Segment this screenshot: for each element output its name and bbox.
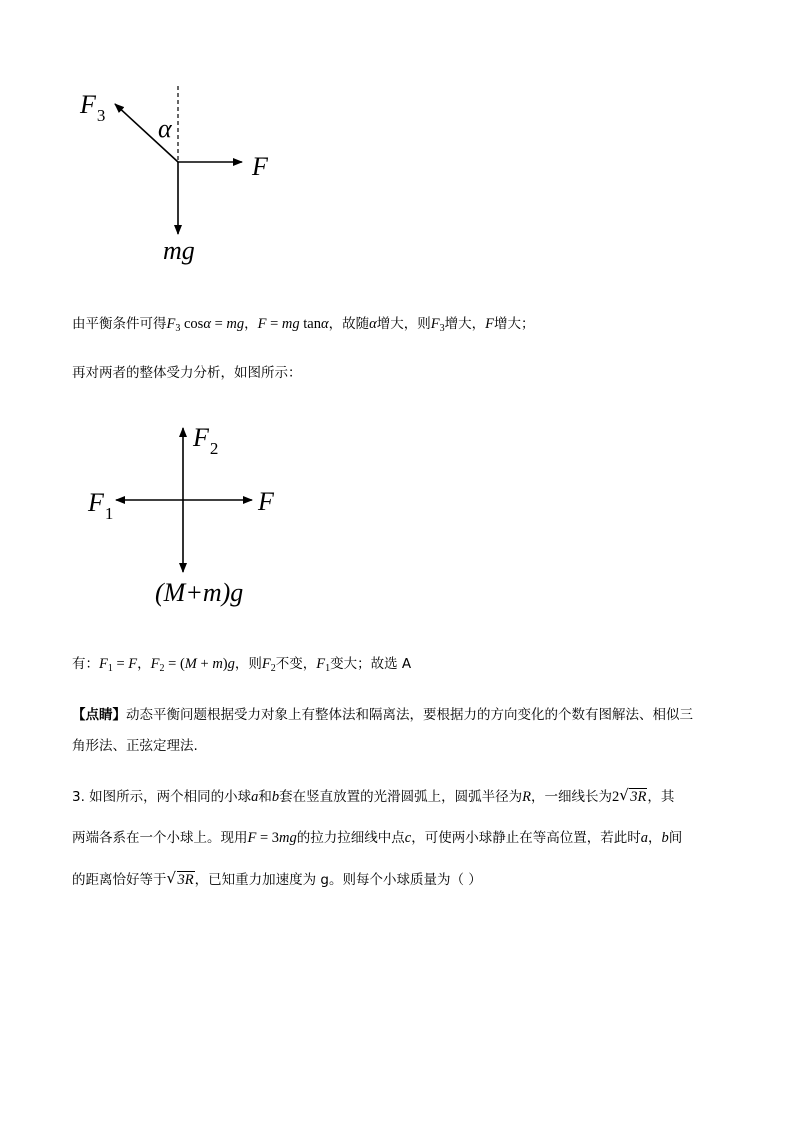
f-label: F [252, 152, 268, 181]
question-line-1: 3. 如图所示，两个相同的小球a和b套在竖直放置的光滑圆弧上，圆弧半径为R，一细线长为2 √ 3R，其 [72, 786, 675, 805]
f1-label: $F_1$ [88, 488, 114, 523]
equilibrium-text: 由平衡条件可得$F_3$ cosα = mg，F = mg tanα，故随α增大，则$F_3$增大，F增大； [72, 316, 535, 334]
force-diagram-2 [0, 400, 794, 620]
question-line-2: 两端各系在一个小球上。现用F = 3mg的拉力拉细线中点c，可使两小球静止在等高位置，若此时a，b间 [72, 830, 683, 846]
alpha-label: α [158, 114, 172, 143]
result-text: 有：$F_1 = F$，$F_2 = (M + m)g$，则$F_2$不变，$F_1$变大；故选 A [72, 656, 412, 674]
whole-analysis-text: 再对两者的整体受力分析，如图所示： [72, 365, 302, 381]
f2-label: $F_2$ [193, 423, 219, 458]
mgtotal-label: (M+m)g [155, 578, 244, 607]
sqrt-symbol: √ 3R [619, 786, 647, 805]
f-label-2: F [258, 487, 274, 516]
mg-label: mg [163, 236, 195, 265]
sqrt-symbol-2: √ 3R [166, 869, 194, 888]
question-line-3: 的距离恰好等于 √ 3R，已知重力加速度为 g。则每个小球质量为（ ） [72, 869, 482, 888]
note-line-1: 【点睛】动态平衡问题根据受力对象上有整体法和隔离法，要根据力的方向变化的个数有图解法、相似三 [72, 707, 693, 723]
note-line-2: 角形法、正弦定理法. [72, 738, 198, 754]
note-tag: 【点睛】 [72, 707, 126, 723]
force-diagram-1 [0, 0, 794, 300]
f3-label: $F_3$ [80, 90, 106, 125]
